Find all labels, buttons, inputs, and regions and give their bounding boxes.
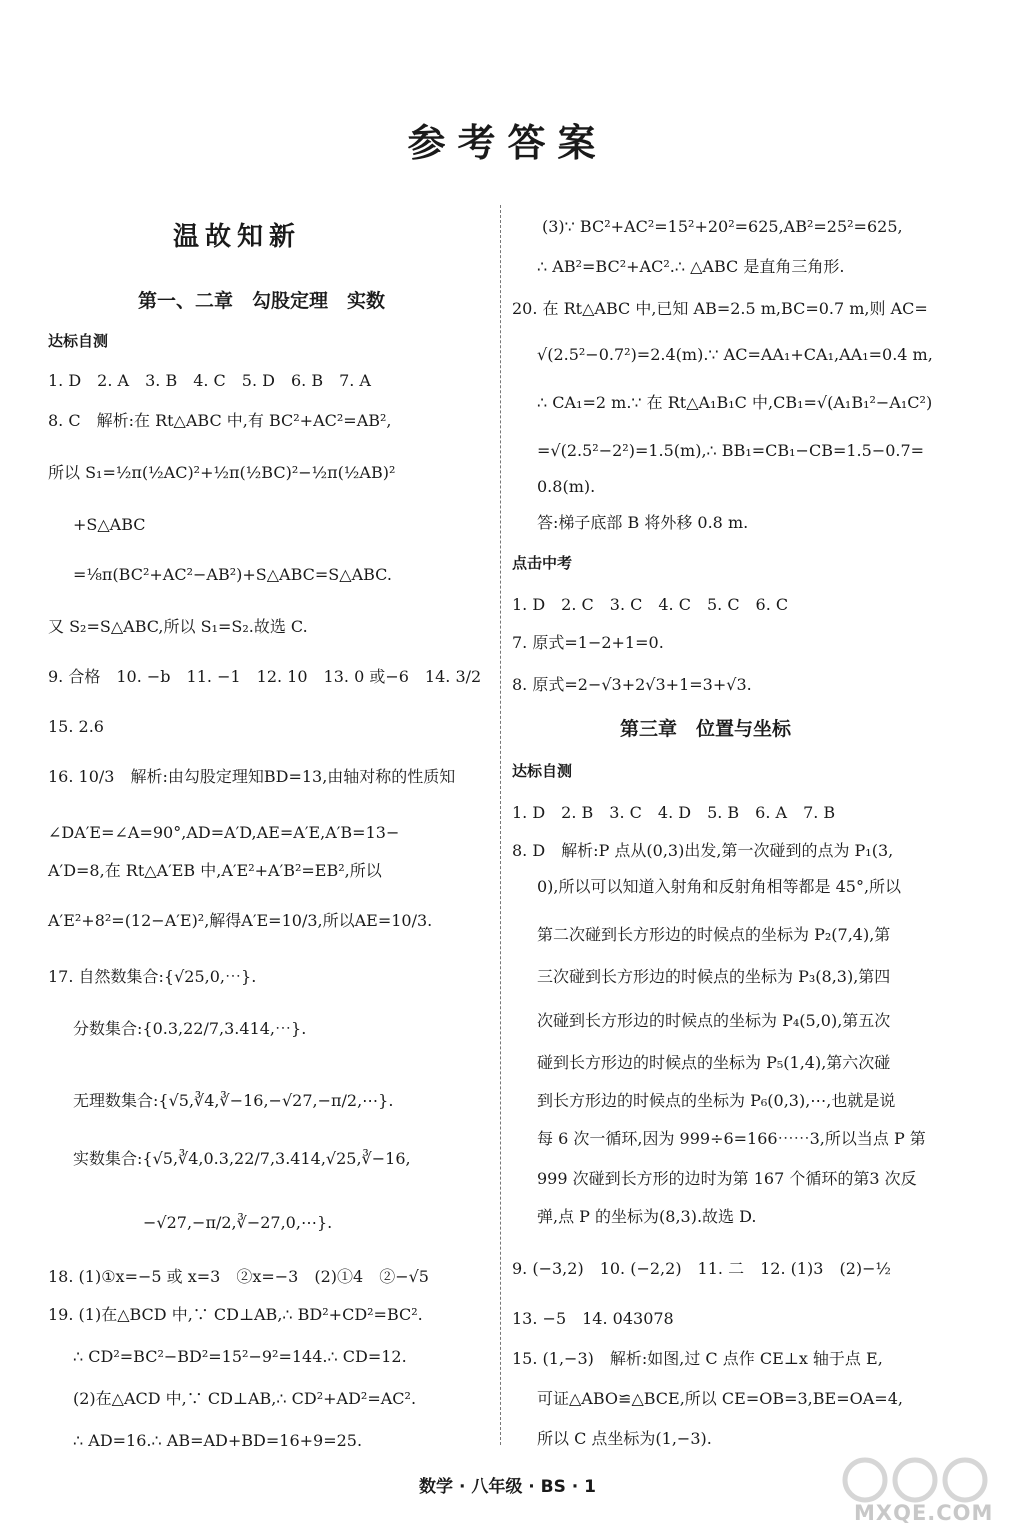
column-divider	[500, 205, 501, 1445]
answer-line: 每 6 次一循环,因为 999÷6=166⋯⋯3,所以当点 P 第	[537, 1129, 926, 1148]
answer-line: 8. 原式=2−√3+2√3+1=3+√3.	[512, 675, 752, 694]
answer-line: ∴ CA₁=2 m.∵ 在 Rt△A₁B₁C 中,CB₁=√(A₁B₁²−A₁C²)	[537, 393, 933, 412]
answer-line: ∴ CD²=BC²−BD²=15²−9²=144.∴ CD=12.	[73, 1347, 407, 1366]
section-title: 温故知新	[173, 222, 302, 252]
answer-line: 15. (1,−3) 解析:如图,过 C 点作 CE⊥x 轴于点 E,	[512, 1349, 883, 1368]
answer-line: 1. D 2. A 3. B 4. C 5. D 6. B 7. A	[48, 371, 371, 390]
answer-line: 所以 S₁=½π(½AC)²+½π(½BC)²−½π(½AB)²	[48, 463, 396, 482]
answer-line: =√(2.5²−2²)=1.5(m),∴ BB₁=CB₁−CB=1.5−0.7=	[537, 441, 925, 460]
answer-line: 分数集合:{0.3,22/7,3.414,⋯}.	[73, 1019, 307, 1038]
answer-line: 次碰到长方形边的时候点的坐标为 P₄(5,0),第五次	[537, 1011, 891, 1030]
answer-line: 到长方形边的时候点的坐标为 P₆(0,3),⋯,也就是说	[537, 1091, 896, 1110]
answer-line: 1. D 2. C 3. C 4. C 5. C 6. C	[512, 595, 789, 614]
answer-line: A′D=8,在 Rt△A′EB 中,A′E²+A′B²=EB²,所以	[48, 861, 382, 880]
answer-line: 15. 2.6	[48, 717, 104, 736]
answer-line: 0),所以可以知道入射角和反射角相等都是 45°,所以	[537, 877, 902, 896]
answer-line: 1. D 2. B 3. C 4. D 5. B 6. A 7. B	[512, 803, 836, 822]
answer-line: 17. 自然数集合:{√25,0,⋯}.	[48, 967, 257, 986]
chapter1-title: 第一、二章 勾股定理 实数	[138, 290, 386, 312]
answer-line: 0.8(m).	[537, 477, 596, 496]
answer-line: ∴ AD=16.∴ AB=AD+BD=16+9=25.	[73, 1431, 363, 1450]
answer-line: 16. 10/3 解析:由勾股定理知BD=13,由轴对称的性质知	[48, 767, 456, 786]
answer-line: 9. 合格 10. −b 11. −1 12. 10 13. 0 或−6 14. 3/2	[48, 667, 482, 686]
answer-line: 8. D 解析:P 点从(0,3)出发,第一次碰到的点为 P₁(3,	[512, 841, 894, 860]
answer-line: 999 次碰到长方形的边时为第 167 个循环的第3 次反	[537, 1169, 917, 1188]
answer-line: 三次碰到长方形边的时候点的坐标为 P₃(8,3),第四	[537, 967, 891, 986]
answer-line: 弹,点 P 的坐标为(8,3).故选 D.	[537, 1207, 757, 1226]
page-footer: 数学 · 八年级 · BS · 1	[419, 1477, 596, 1497]
answer-line: 所以 C 点坐标为(1,−3).	[537, 1429, 712, 1448]
answer-line: 7. 原式=1−2+1=0.	[512, 633, 664, 652]
answer-line: 可证△ABO≌△BCE,所以 CE=OB=3,BE=OA=4,	[537, 1389, 903, 1408]
answer-line: ∴ AB²=BC²+AC².∴ △ABC 是直角三角形.	[537, 257, 845, 276]
watermark-logo	[840, 1455, 994, 1530]
sub-title-dabiao-2: 达标自测	[512, 762, 573, 780]
answer-line: 13. −5 14. 043078	[512, 1309, 674, 1328]
chapter3-title: 第三章 位置与坐标	[620, 718, 792, 740]
watermark-text: MXQE.COM	[854, 1501, 994, 1525]
answer-line: (2)在△ACD 中,∵ CD⊥AB,∴ CD²+AD²=AC².	[73, 1389, 417, 1408]
sub-title-dabiao: 达标自测	[48, 332, 109, 350]
answer-line: 碰到长方形边的时候点的坐标为 P₅(1,4),第六次碰	[537, 1053, 891, 1072]
answer-line: (3)∵ BC²+AC²=15²+20²=625,AB²=25²=625,	[542, 217, 903, 236]
answer-line: 19. (1)在△BCD 中,∵ CD⊥AB,∴ BD²+CD²=BC².	[48, 1305, 423, 1324]
answer-line: 无理数集合:{√5,∛4,∛−16,−√27,−π/2,⋯}.	[73, 1091, 394, 1110]
watermark-badge-icon	[840, 1455, 990, 1505]
answer-line: A′E²+8²=(12−A′E)²,解得A′E=10/3,所以AE=10/3.	[48, 911, 433, 930]
answer-line: 18. (1)①x=−5 或 x=3 ②x=−3 (2)①4 ②−√5	[48, 1267, 429, 1286]
answer-line: 8. C 解析:在 Rt△ABC 中,有 BC²+AC²=AB²,	[48, 411, 392, 430]
answer-line: 20. 在 Rt△ABC 中,已知 AB=2.5 m,BC=0.7 m,则 AC=	[512, 299, 928, 318]
answer-line: 又 S₂=S△ABC,所以 S₁=S₂.故选 C.	[48, 617, 308, 636]
page-title: 参考答案	[407, 120, 608, 165]
answer-line: −√27,−π/2,∛−27,0,⋯}.	[143, 1213, 333, 1232]
answer-line: 9. (−3,2) 10. (−2,2) 11. 二 12. (1)3 (2)−½	[512, 1259, 892, 1278]
answer-line: =⅛π(BC²+AC²−AB²)+S△ABC=S△ABC.	[73, 565, 392, 584]
answer-line: 第二次碰到长方形边的时候点的坐标为 P₂(7,4),第	[537, 925, 891, 944]
answer-line: ∠DA′E=∠A=90°,AD=A′D,AE=A′E,A′B=13−	[48, 823, 400, 842]
answer-line: √(2.5²−0.7²)=2.4(m).∵ AC=AA₁+CA₁,AA₁=0.4 m,	[537, 345, 933, 364]
sub-title-dianji: 点击中考	[512, 554, 573, 572]
answer-line: 答:梯子底部 B 将外移 0.8 m.	[537, 513, 749, 532]
answer-line: +S△ABC	[73, 515, 146, 534]
answer-line: 实数集合:{√5,∛4,0.3,22/7,3.414,√25,∛−16,	[73, 1149, 411, 1168]
